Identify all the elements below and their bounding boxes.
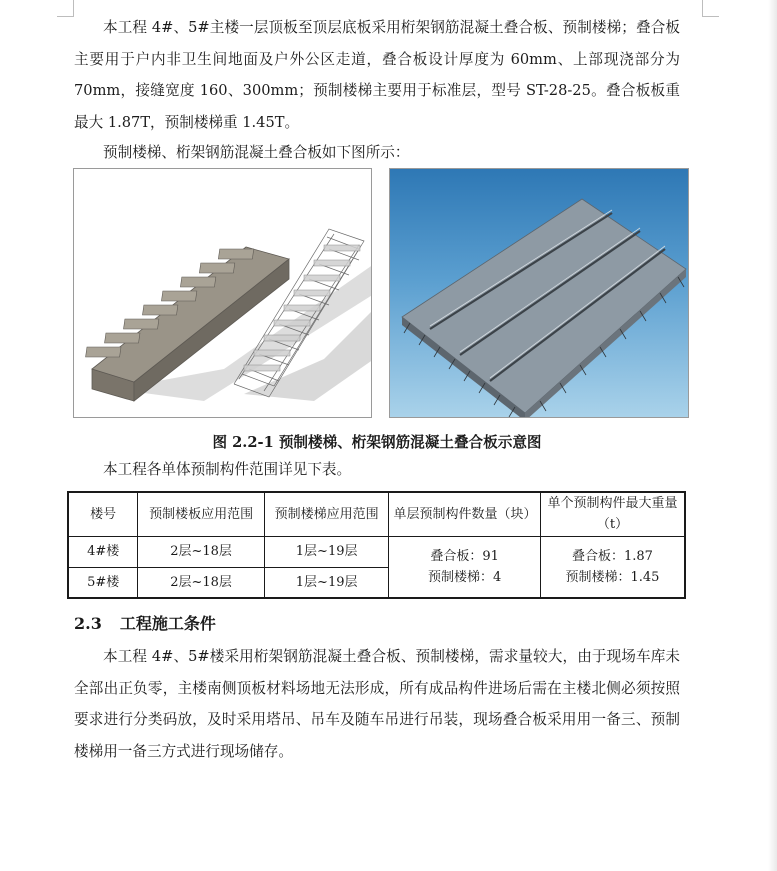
table-header-row	[68, 492, 685, 536]
precast-stair-illustration	[74, 169, 371, 417]
precast-stair-figure	[73, 168, 372, 418]
intro-paragraph: 本工程 4#、5#主楼一层顶板至顶层底板采用桁架钢筋混凝土叠合板、预制楼梯；叠合板主要用于户内非卫生间地面及户外公区走道，叠合板设计厚度为 60mm、上部现浇部分为 70mm，接缝宽度 160、300mm；预制楼梯主要用于标准层，型号 ST-28-25。叠合板板重最大 1.87T，预制楼梯重 1.45T。	[74, 19, 680, 131]
page-edge-right	[768, 0, 777, 871]
section-heading	[74, 611, 216, 634]
crop-mark-top-right-h	[702, 16, 719, 17]
cell-weight	[540, 536, 685, 598]
weight-slab: 叠合板：1.87	[571, 548, 653, 564]
precast-components-table	[67, 491, 686, 599]
quantity-slab: 叠合板：91	[430, 548, 499, 564]
cell-stair-range: 1层~19层	[264, 567, 389, 598]
composite-slab-illustration	[390, 169, 688, 417]
crop-mark-top-right-v	[702, 0, 703, 16]
crop-mark-top-left-h	[57, 16, 74, 17]
cell-stair-range: 1层~19层	[264, 536, 389, 567]
slab-body	[402, 199, 686, 417]
cell-slab-range: 2层~18层	[138, 536, 265, 567]
header-quantity: 单层预制构件数量（块）	[389, 492, 541, 536]
cell-building: 5#楼	[68, 567, 138, 598]
header-building: 楼号	[68, 492, 138, 536]
quantity-stair: 预制楼梯：4	[428, 569, 502, 585]
header-stair-range: 预制楼梯应用范围	[264, 492, 389, 536]
header-weight: 单个预制构件最大重量（t）	[540, 492, 685, 536]
table-row	[68, 536, 685, 567]
header-slab-range: 预制楼板应用范围	[138, 492, 265, 536]
section-title: 工程施工条件	[119, 614, 216, 633]
cell-building: 4#楼	[68, 536, 138, 567]
figure-lead-paragraph: 预制楼梯、桁架钢筋混凝土叠合板如下图所示：	[103, 144, 410, 161]
cell-quantity	[389, 536, 541, 598]
section-number: 2.3	[74, 614, 102, 633]
conditions-paragraph: 本工程 4#、5#楼采用桁架钢筋混凝土叠合板、预制楼梯，需求量较大，由于现场车库未全部出正负零，主楼南侧顶板材料场地无法形成，所有成品构件进场后需在主楼北侧必须按照要求进行分类码放，及时采用塔吊、吊车及随车吊进行吊装，现场叠合板采用用一备三、预制楼梯用一备三方式进行现场储存。	[74, 648, 680, 760]
weight-stair: 预制楼梯：1.45	[565, 569, 660, 585]
table-lead-paragraph: 本工程各单体预制构件范围详见下表。	[103, 461, 352, 478]
composite-slab-figure	[389, 168, 689, 418]
cell-slab-range: 2层~18层	[138, 567, 265, 598]
figure-caption: 图 2.2-1 预制楼梯、桁架钢筋混凝土叠合板示意图	[212, 434, 542, 451]
